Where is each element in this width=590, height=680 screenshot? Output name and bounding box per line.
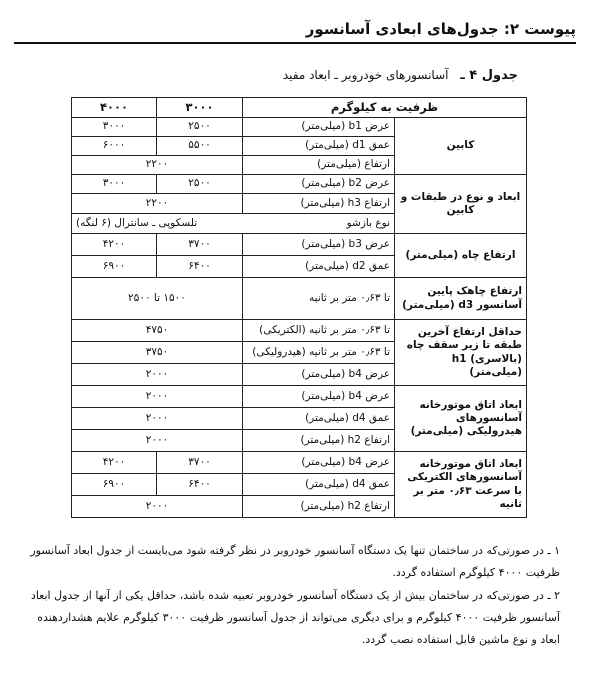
merged-value-cell: ۲۰۰۰ <box>72 408 243 430</box>
row-label: عرض b3 (میلی‌متر) <box>243 234 395 256</box>
merged-value-cell: ۲۰۰۰ <box>72 496 243 518</box>
table-row <box>72 386 527 408</box>
caption-text: آسانسورهای خودروبر ـ ابعاد مفید <box>282 68 449 82</box>
caption-label: جدول ۴ ـ <box>460 68 518 83</box>
row-label: عمق d4 (میلی‌متر) <box>243 474 395 496</box>
table-row <box>72 452 527 474</box>
wide-cell <box>72 214 395 234</box>
value-cell-3000: ۶۴۰۰ <box>157 256 243 278</box>
footnote-1: ۱ ـ در صورتی‌که در ساختمان تنها یک دستگاه آسانسور خودروبر در نظر گرفته شود می‌بایست از جدول ابعاد آسانسور ظرفیت ۴۰۰۰ کیلوگرم استفاده گردد. <box>30 544 560 579</box>
row-label: عمق d2 (میلی‌متر) <box>243 256 395 278</box>
row-value: تلسکوپی ـ سانترال (۶ لنگه) <box>76 216 198 229</box>
value-cell-3000: ۲۵۰۰ <box>157 175 243 194</box>
footnote-2: ۲ ـ در صورتی‌که در ساختمان بیش از یک دستگاه آسانسور خودروبر تعبیه شده باشد، حداقل یکی از آنها از جدول ابعاد آسانسور ظرفیت ۴۰۰۰ کیلوگرم و برای دیگری می‌تواند از جدول آسانسور ظرفیت ۳۰۰۰ کیلوگرم علایم هشداردهنده ابعاد و نوع ماشین قابل استفاده نصب گردد. <box>30 589 560 646</box>
merged-value-cell: ۲۰۰۰ <box>72 430 243 452</box>
row-label: تا ۰٫۶۳ متر بر ثانیه (هیدرولیکی) <box>243 342 395 364</box>
value-cell-3000: ۳۷۰۰ <box>157 452 243 474</box>
table-header-row <box>72 98 527 118</box>
row-label: عرض b4 (میلی‌متر) <box>243 386 395 408</box>
value-cell-3000: ۲۵۰۰ <box>157 118 243 137</box>
group-label: حداقل ارتفاع آخرین طبقه تا زیر سقف چاه (بالاسری) h1 (میلی‌متر) <box>395 320 527 386</box>
group-label: ابعاد و نوع در طبقات و کابین <box>395 175 527 234</box>
value-cell-4000: ۳۰۰۰ <box>72 175 157 194</box>
row-label: ارتفاع h2 (میلی‌متر) <box>243 430 395 452</box>
merged-value-cell: ۱۵۰۰ تا ۲۵۰۰ <box>72 278 243 320</box>
merged-value-cell: ۲۲۰۰ <box>72 194 243 214</box>
row-label: نوع بازشو <box>346 216 390 229</box>
footnotes <box>20 540 570 652</box>
group-label: ابعاد اتاق موتورخانه آسانسورهای هیدرولیکی (میلی‌متر) <box>395 386 527 452</box>
row-label: عمق d4 (میلی‌متر) <box>243 408 395 430</box>
row-label: عرض b4 (میلی‌متر) <box>243 452 395 474</box>
header-capacity: ظرفیت به کیلوگرم <box>243 98 527 118</box>
header-col-3000: ۳۰۰۰ <box>157 98 243 118</box>
table-row <box>72 175 527 194</box>
group-label: ابعاد اتاق موتورخانه آسانسورهای الکتریکی با سرعت ۰٫۶۳ متر بر ثانیه <box>395 452 527 518</box>
merged-value-cell: ۲۲۰۰ <box>72 156 243 175</box>
value-cell-3000: ۶۴۰۰ <box>157 474 243 496</box>
value-cell-4000: ۶۹۰۰ <box>72 256 157 278</box>
row-label: عرض b2 (میلی‌متر) <box>243 175 395 194</box>
row-label: تا ۰٫۶۳ متر بر ثانیه (الکتریکی) <box>243 320 395 342</box>
row-label: تا ۰٫۶۳ متر بر ثانیه <box>243 278 395 320</box>
page-header <box>14 20 576 44</box>
dimensions-table <box>71 97 527 518</box>
merged-value-cell: ۲۰۰۰ <box>72 364 243 386</box>
row-label: عرض b1 (میلی‌متر) <box>243 118 395 137</box>
value-cell-3000: ۵۵۰۰ <box>157 137 243 156</box>
row-label: عرض b4 (میلی‌متر) <box>243 364 395 386</box>
value-cell-4000: ۶۰۰۰ <box>72 137 157 156</box>
row-label: ارتفاع (میلی‌متر) <box>243 156 395 175</box>
group-label: ارتفاع چاهک پایین آسانسور d3 (میلی‌متر) <box>395 278 527 320</box>
group-label: ارتفاع چاه (میلی‌متر) <box>395 234 527 278</box>
merged-value-cell: ۴۷۵۰ <box>72 320 243 342</box>
value-cell-4000: ۳۰۰۰ <box>72 118 157 137</box>
page-title: پیوست ۲: جدول‌های ابعادی آسانسور <box>305 20 576 38</box>
table-row <box>72 320 527 342</box>
merged-value-cell: ۲۰۰۰ <box>72 386 243 408</box>
row-label: ارتفاع h2 (میلی‌متر) <box>243 496 395 518</box>
row-label: عمق d1 (میلی‌متر) <box>243 137 395 156</box>
value-cell-3000: ۳۷۰۰ <box>157 234 243 256</box>
table-caption <box>72 68 518 83</box>
value-cell-4000: ۴۲۰۰ <box>72 452 157 474</box>
value-cell-4000: ۴۲۰۰ <box>72 234 157 256</box>
value-cell-4000: ۶۹۰۰ <box>72 474 157 496</box>
merged-value-cell: ۳۷۵۰ <box>72 342 243 364</box>
group-label: کابین <box>395 118 527 175</box>
table-row <box>72 278 527 320</box>
table-row <box>72 234 527 256</box>
header-col-4000: ۴۰۰۰ <box>72 98 157 118</box>
table-row <box>72 118 527 137</box>
row-label: ارتفاع h3 (میلی‌متر) <box>243 194 395 214</box>
